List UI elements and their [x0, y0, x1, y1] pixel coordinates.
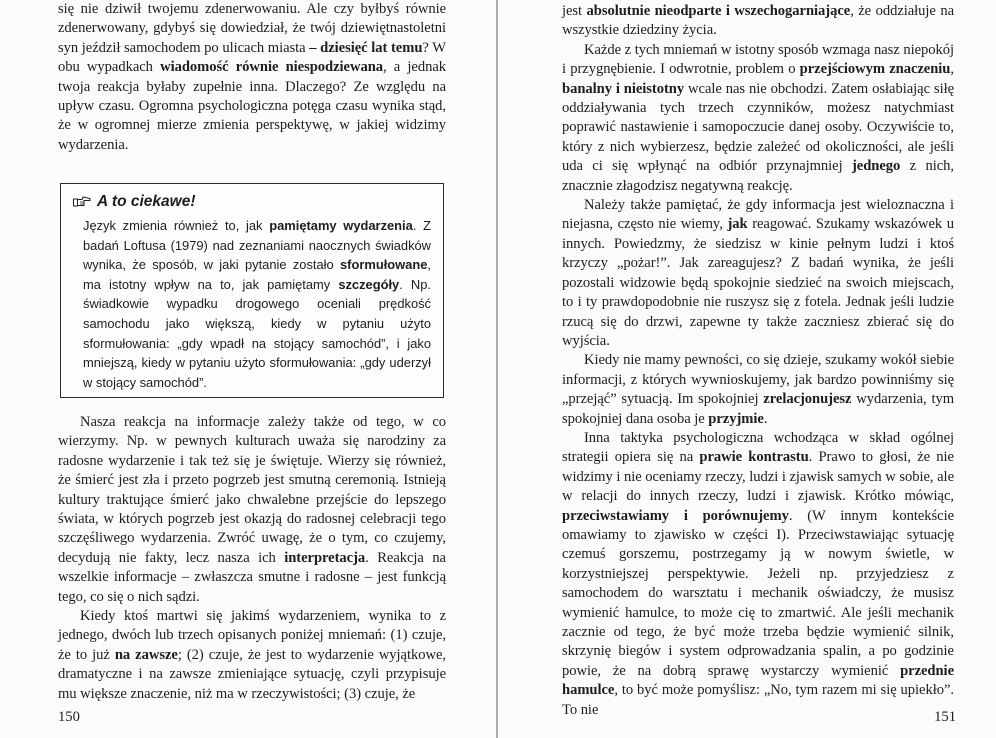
text-run: Język zmienia również to, jak — [83, 218, 270, 233]
text-run: ; (2) czuje, że jest to wydarzenie wyjątkowe, dramatyczne i na zawsze zmieniające sytuację, czyli przypisuje mu większe znaczenie, niż ma w rzeczywistości; (3) czuje, że — [58, 646, 446, 702]
bold-run: pamiętamy wydarzenia — [269, 218, 413, 233]
text-run: wcale nas nie obchodzi. Zatem osłabiając siłę oddziaływania tych trzech czynników, możesz natychmiast poprawić nastawienie i samopoczucie danej osoby. Oczywiście to, który z nich wybierzesz, będzie zależeć od okoliczności, ale jeśli uda ci się wpłynąć na odbiór przynajmniej — [562, 80, 954, 175]
page-number-right: 151 — [934, 709, 956, 725]
text-run: . Reakcja na wszelkie informacje – zwłaszcza smutne i radosne – jest funkcją tego, co się o nich sądzi. — [58, 549, 446, 605]
text-run: Należy także pamiętać, że gdy informacja jest wieloznaczna i niejasna, często nie wiemy, — [562, 197, 954, 233]
text-run: . (W innym kontekście omawiamy to zjawisko w części I). Przeciwstawiając sytuację czemuś gorszemu, postrzegamy ją w nowym świetle, w korzystniejszej perspektywie. Jeżeli np. przyjedziesz z samochodem do warsztatu i mechanik oświadczy, że musisz wymienić hamulce, to może cię to zmartwić. Ale jeśli mechanik zacznie od tego, że być może trzeba będzie wymienić silnik, skrzynię biegów i system odprowadzania spalin, a po godzinie powie, że na dobrą sprawę wystarczy wymienić — [562, 507, 955, 679]
text-run: z nich, znacznie złagodzisz negatywną reakcję. — [562, 158, 954, 194]
bold-run: prawie kontrastu — [699, 449, 809, 466]
page-number-left: 150 — [58, 709, 80, 725]
text-run: wydarzenia, tym spokojniej dana osoba je — [562, 391, 955, 427]
text-run: Nasza reakcja na informacje zależy także od tego, w co wierzymy. Np. w pewnych kulturach uważa się narodziny za radosne wydarzenie i tak też się je świętuje. Wierzy się również, że śmierć jest zła i przeto pogrzeb jest smutną ceremonią. Istnieją kultury traktujące śmierć jako chwalebne przejście do lepszego świata, w których pogrzeb jest okazją do radosnej celebracji tego szczęśliwego wydarzenia. Zwróć uwagę, że o tym, co czujemy, decydują nie fakty, lecz nasza ich — [58, 414, 446, 566]
box-body — [73, 216, 431, 392]
right-page — [498, 0, 996, 738]
text-run: jest — [562, 3, 587, 19]
text-run: , że oddziałuje na wszystkie dziedziny życia. — [562, 3, 954, 39]
bold-run: – dziesięć lat temu — [309, 39, 423, 56]
bold-run: zrelacjonujesz — [763, 391, 852, 408]
text-run: Kiedy ktoś martwi się jakimś wydarzeniem, wynika to z jednego, dwóch lub trzech opisanych poniżej mniemań: (1) czuje, że to już — [58, 608, 446, 663]
info-box — [60, 183, 444, 398]
text-run: ? W obu wypadkach — [58, 39, 446, 76]
bold-run: banalny i nieistotny — [562, 80, 685, 97]
paragraph — [562, 41, 954, 196]
bold-run: absolutnie nieodparte i wszechogarniające — [586, 3, 851, 19]
text-run: Każde z tych mniemań w istotny sposób wzmaga nasz niepokój i przygnębienie. I odwrotnie, problem o — [562, 41, 954, 78]
left-intro-paragraph — [58, 0, 446, 155]
text-run: , a jednak twoja reakcja byłaby zupełnie inna. Dlaczego? Ze względu na upływ czasu. Ogromna psychologiczna potęga czasu wynika stąd, że w ogromnej mierze zmienia perspektywę, w jakiej widzimy wydarzenia. — [58, 59, 446, 153]
box-heading — [73, 191, 431, 213]
bold-run: sformułowane — [340, 257, 428, 273]
text-run: Kiedy nie mamy pewności, co się dzieje, szukamy wokół siebie informacji, z których wywnioskujemy, jak bardzo powinniśmy się „przejąć” sytuacją. Im spokojniej — [562, 352, 954, 408]
right-body-text — [562, 2, 954, 720]
left-page — [0, 0, 496, 738]
paragraph — [58, 413, 446, 607]
text-run: , ma istotny wpływ na to, jak pamiętamy — [83, 257, 431, 292]
paragraph — [562, 429, 954, 720]
bold-run: wiadomość równie niespodziewana — [160, 59, 384, 76]
text-run: , to być może pomyślisz: „No, tym razem mi się upiekło”. To nie — [562, 682, 954, 718]
bold-run: przednie hamulce — [562, 662, 954, 699]
text-run: się nie dziwił twojemu zdenerwowaniu. Ale czy byłbyś równie zdenerwowany, gdybyś się dowiedział, że twój dziewiętnastoletni syn jeździł samochodem po ulicach miasta — [58, 1, 446, 56]
bold-run: szczegóły — [338, 276, 400, 292]
text-run: Inna taktyka psychologiczna wchodząca w skład ogólnej strategii opiera się na — [562, 429, 954, 466]
bold-run: przyjmie — [708, 410, 764, 427]
text-run: . Z badań Loftusa (1979) nad zeznaniami naocznych świadków wynika, że sposób, w jaki pytanie zostało — [83, 218, 431, 273]
box-title: A to ciekawe! — [97, 193, 196, 210]
text-run: . Np. świadkowie wypadku drogowego oceniali prędkość samochodu jako większą, kiedy w pytaniu użyto sformułowania: „gdy wpadł na stojący samochód”, i jako mniejszą, kiedy w pytaniu użyto sformułowania: „gdy uderzył w stojący samochód”. — [83, 276, 431, 390]
left-body-text — [58, 413, 446, 704]
bold-run: na zawsze — [114, 646, 178, 663]
text-run: , — [950, 61, 954, 78]
bold-run: interpretacja — [284, 549, 366, 566]
pointing-hand-icon — [73, 196, 91, 208]
paragraph — [58, 607, 446, 704]
bold-run: przejściowym znaczeniu — [799, 61, 951, 78]
text-run: reagować. Szukamy wskazówek u innych. Powiedzmy, że siedzisz w kinie pełnym ludzi i ktoś krzyczy „pożar!”. Jak zareagujesz? Z badań wynika, że jeśli pozostali widzowie będą spokojnie siedzieć na swoich miejscach, to i ty prawdopodobnie nie ruszysz się z fotela. Jednak jeśli ludzie rzucą się do drzwi, zapewne ty także zaczniesz zbierać się do wyjścia. — [562, 216, 954, 349]
text-run: . Prawo to głosi, że nie widzimy i nie oceniamy rzeczy, ludzi i zjawisk samych w sobie, ale w relacji do innych rzeczy, ludzi i zjawisk. Krótko mówiąc, — [562, 449, 954, 505]
bold-run: jednego — [851, 158, 901, 175]
paragraph — [562, 351, 954, 429]
paragraph — [562, 196, 954, 351]
paragraph — [562, 2, 954, 41]
bold-run: jak — [727, 216, 748, 233]
text-run: . — [763, 410, 768, 427]
bold-run: przeciwstawiamy i porównujemy — [562, 507, 789, 524]
